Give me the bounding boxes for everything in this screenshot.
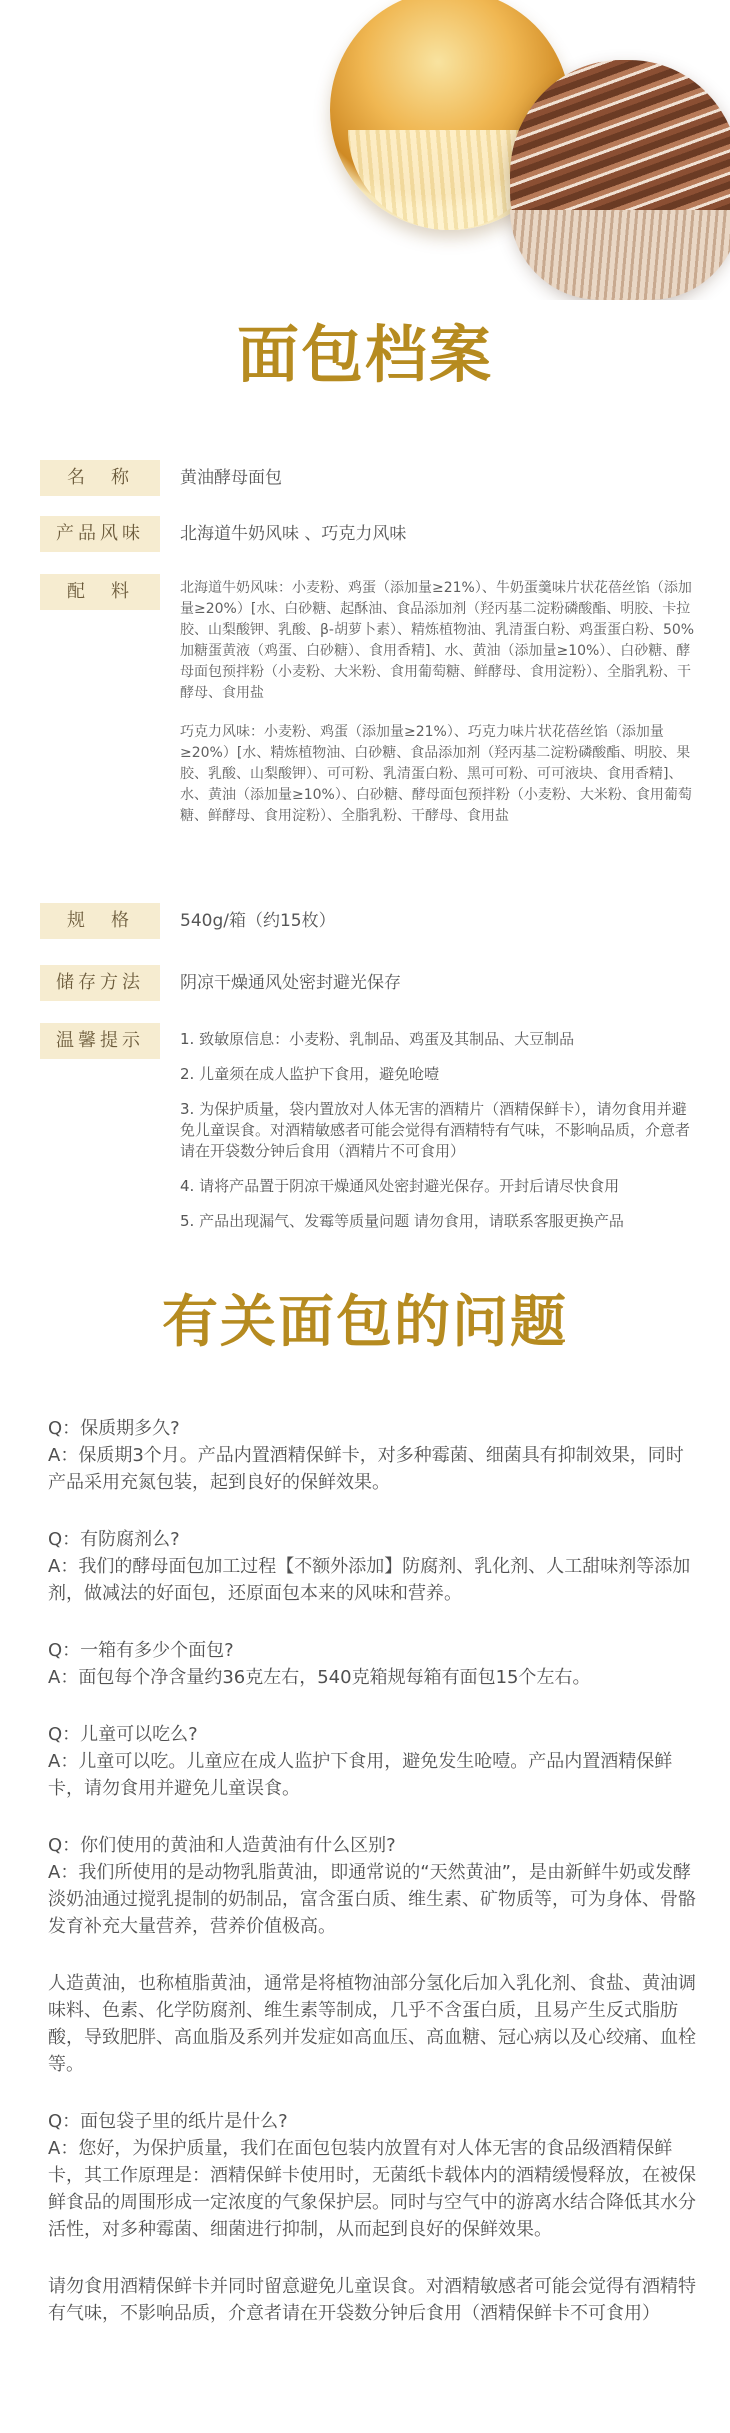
faq-title: 有关面包的问题 (162, 1289, 568, 1355)
ingredients-chocolate: 巧克力风味：小麦粉、鸡蛋（添加量≥21%）、巧克力味片状花蓓丝馅（添加量≥20%）[水、精炼植物油、白砂糖、食品添加剂（羟丙基二淀粉磷酸酯、明胶、果胶、乳酸、山梨酸钾）、可可粉、乳清蛋白粉、黑可可粉、可可液块、食用香精]、水、黄油（添加量≥10%）、白砂糖、酵母面包预拌粉（小麦粉、大米粉、食用葡萄糖、鲜酵母、食用淀粉）、全脂乳粉、干酵母、食用盐 (180, 724, 692, 824)
faq-question: Q：你们使用的黄油和人造黄油有什么区别? (48, 1835, 396, 1856)
tip-item: 5. 产品出现漏气、发霉等质量问题 请勿食用，请联系客服更换产品 (180, 1212, 624, 1230)
flavor-label: 产品风味 (40, 516, 160, 552)
tip-item: 3. 为保护质量，袋内置放对人体无害的酒精片（酒精保鲜卡），请勿食用并避免儿童误食。对酒精敏感者可能会觉得有酒精特有气味，不影响品质，介意者请在开袋数分钟后食用（酒精片不可食用） (180, 1100, 691, 1160)
flavor-value: 北海道牛奶风味 、巧克力风味 (180, 524, 407, 544)
storage-value: 阴凉干燥通风处密封避光保存 (180, 973, 401, 993)
faq-item (48, 1415, 698, 1496)
faq-question: Q：一箱有多少个面包? (48, 1640, 234, 1661)
faq-item (48, 1721, 698, 1802)
faq-item (48, 1526, 698, 1607)
name-label: 名 称 (40, 460, 160, 496)
faq-question: Q：有防腐剂么? (48, 1529, 180, 1550)
tip-item: 4. 请将产品置于阴凉干燥通风处密封避光保存。开封后请尽快食用 (180, 1177, 620, 1195)
tips-value (180, 1029, 700, 1246)
tip-item: 1. 致敏原信息：小麦粉、乳制品、鸡蛋及其制品、大豆制品 (180, 1030, 575, 1048)
faq-answer: A：您好，为保护质量，我们在面包包装内放置有对人体无害的食品级酒精保鲜卡，其工作原理是：酒精保鲜卡使用时，无菌纸卡载体内的酒精缓慢释放，在被保鲜食品的周围形成一定浓度的气象保护层。同时与空气中的游离水结合降低其水分活性，对多种霉菌、细菌进行抑制，从而起到良好的保鲜效果。 (48, 2138, 696, 2240)
faq-item (48, 2273, 698, 2327)
ingredients-milk: 北海道牛奶风味：小麦粉、鸡蛋（添加量≥21%）、牛奶蛋羹味片状花蓓丝馅（添加量≥20%）[水、白砂糖、起酥油、食品添加剂（羟丙基二淀粉磷酸酯、明胶、卡拉胶、山梨酸钾、乳酸、β-胡萝卜素）、精炼植物油、乳清蛋白粉、鸡蛋蛋白粉、50%加糖蛋黄液（鸡蛋、白砂糖）、食用香精]、水、黄油（添加量≥10%）、白砂糖、酵母面包预拌粉（小麦粉、大米粉、食用葡萄糖、鲜酵母、食用淀粉）、全脂乳粉、干酵母、食用盐 (180, 580, 695, 701)
faq-question: Q：儿童可以吃么? (48, 1724, 198, 1745)
tips-label: 温馨提示 (40, 1023, 160, 1059)
faq-item (48, 1832, 698, 1940)
faq-item (48, 2108, 698, 2243)
faq-answer: A：我们所使用的是动物乳脂黄油，即通常说的“天然黄油”，是由新鲜牛奶或发酵淡奶油通过搅乳提制的奶制品，富含蛋白质、维生素、矿物质等，可为身体、骨骼发育补充大量营养，营养价值极高。 (48, 1862, 696, 1937)
storage-label: 储存方法 (40, 965, 160, 1001)
chocolate-bun-image (510, 60, 730, 300)
faq-question: Q：面包袋子里的纸片是什么? (48, 2111, 288, 2132)
faq-answer: A：面包每个净含量约36克左右，540克箱规每箱有面包15个左右。 (48, 1667, 591, 1688)
page-title: 面包档案 (236, 318, 493, 391)
faq-answer: 请勿食用酒精保鲜卡并同时留意避免儿童误食。对酒精敏感者可能会觉得有酒精特有气味，不影响品质，介意者请在开袋数分钟后食用（酒精保鲜卡不可食用） (48, 2276, 696, 2324)
faq-answer: A：我们的酵母面包加工过程【不额外添加】防腐剂、乳化剂、人工甜味剂等添加剂，做减法的好面包，还原面包本来的风味和营养。 (48, 1556, 691, 1604)
faq-item (48, 1637, 698, 1691)
ingredients-value (180, 578, 700, 845)
faq-answer: 人造黄油，也称植脂黄油，通常是将植物油部分氢化后加入乳化剂、食盐、黄油调味料、色素、化学防腐剂、维生素等制成，几乎不含蛋白质，且易产生反式脂肪酸，导致肥胖、高血脂及系列并发症如高血压、高血糖、冠心病以及心绞痛、血栓等。 (48, 1973, 696, 2075)
faq-question: Q：保质期多久? (48, 1418, 180, 1439)
ingredients-label: 配 料 (40, 574, 160, 610)
name-value: 黄油酵母面包 (180, 468, 282, 488)
faq-item (48, 1970, 698, 2078)
spec-label: 规 格 (40, 903, 160, 939)
faq-answer: A：保质期3个月。产品内置酒精保鲜卡，对多种霉菌、细菌具有抑制效果，同时产品采用充氮包装，起到良好的保鲜效果。 (48, 1445, 684, 1493)
hero-image (0, 0, 730, 300)
spec-value: 540g/箱（约15枚） (180, 911, 336, 931)
tip-item: 2. 儿童须在成人监护下食用，避免呛噎 (180, 1065, 440, 1083)
faq-answer: A：儿童可以吃。儿童应在成人监护下食用，避免发生呛噎。产品内置酒精保鲜卡，请勿食用并避免儿童误食。 (48, 1751, 673, 1799)
faq-list (48, 1415, 698, 2357)
